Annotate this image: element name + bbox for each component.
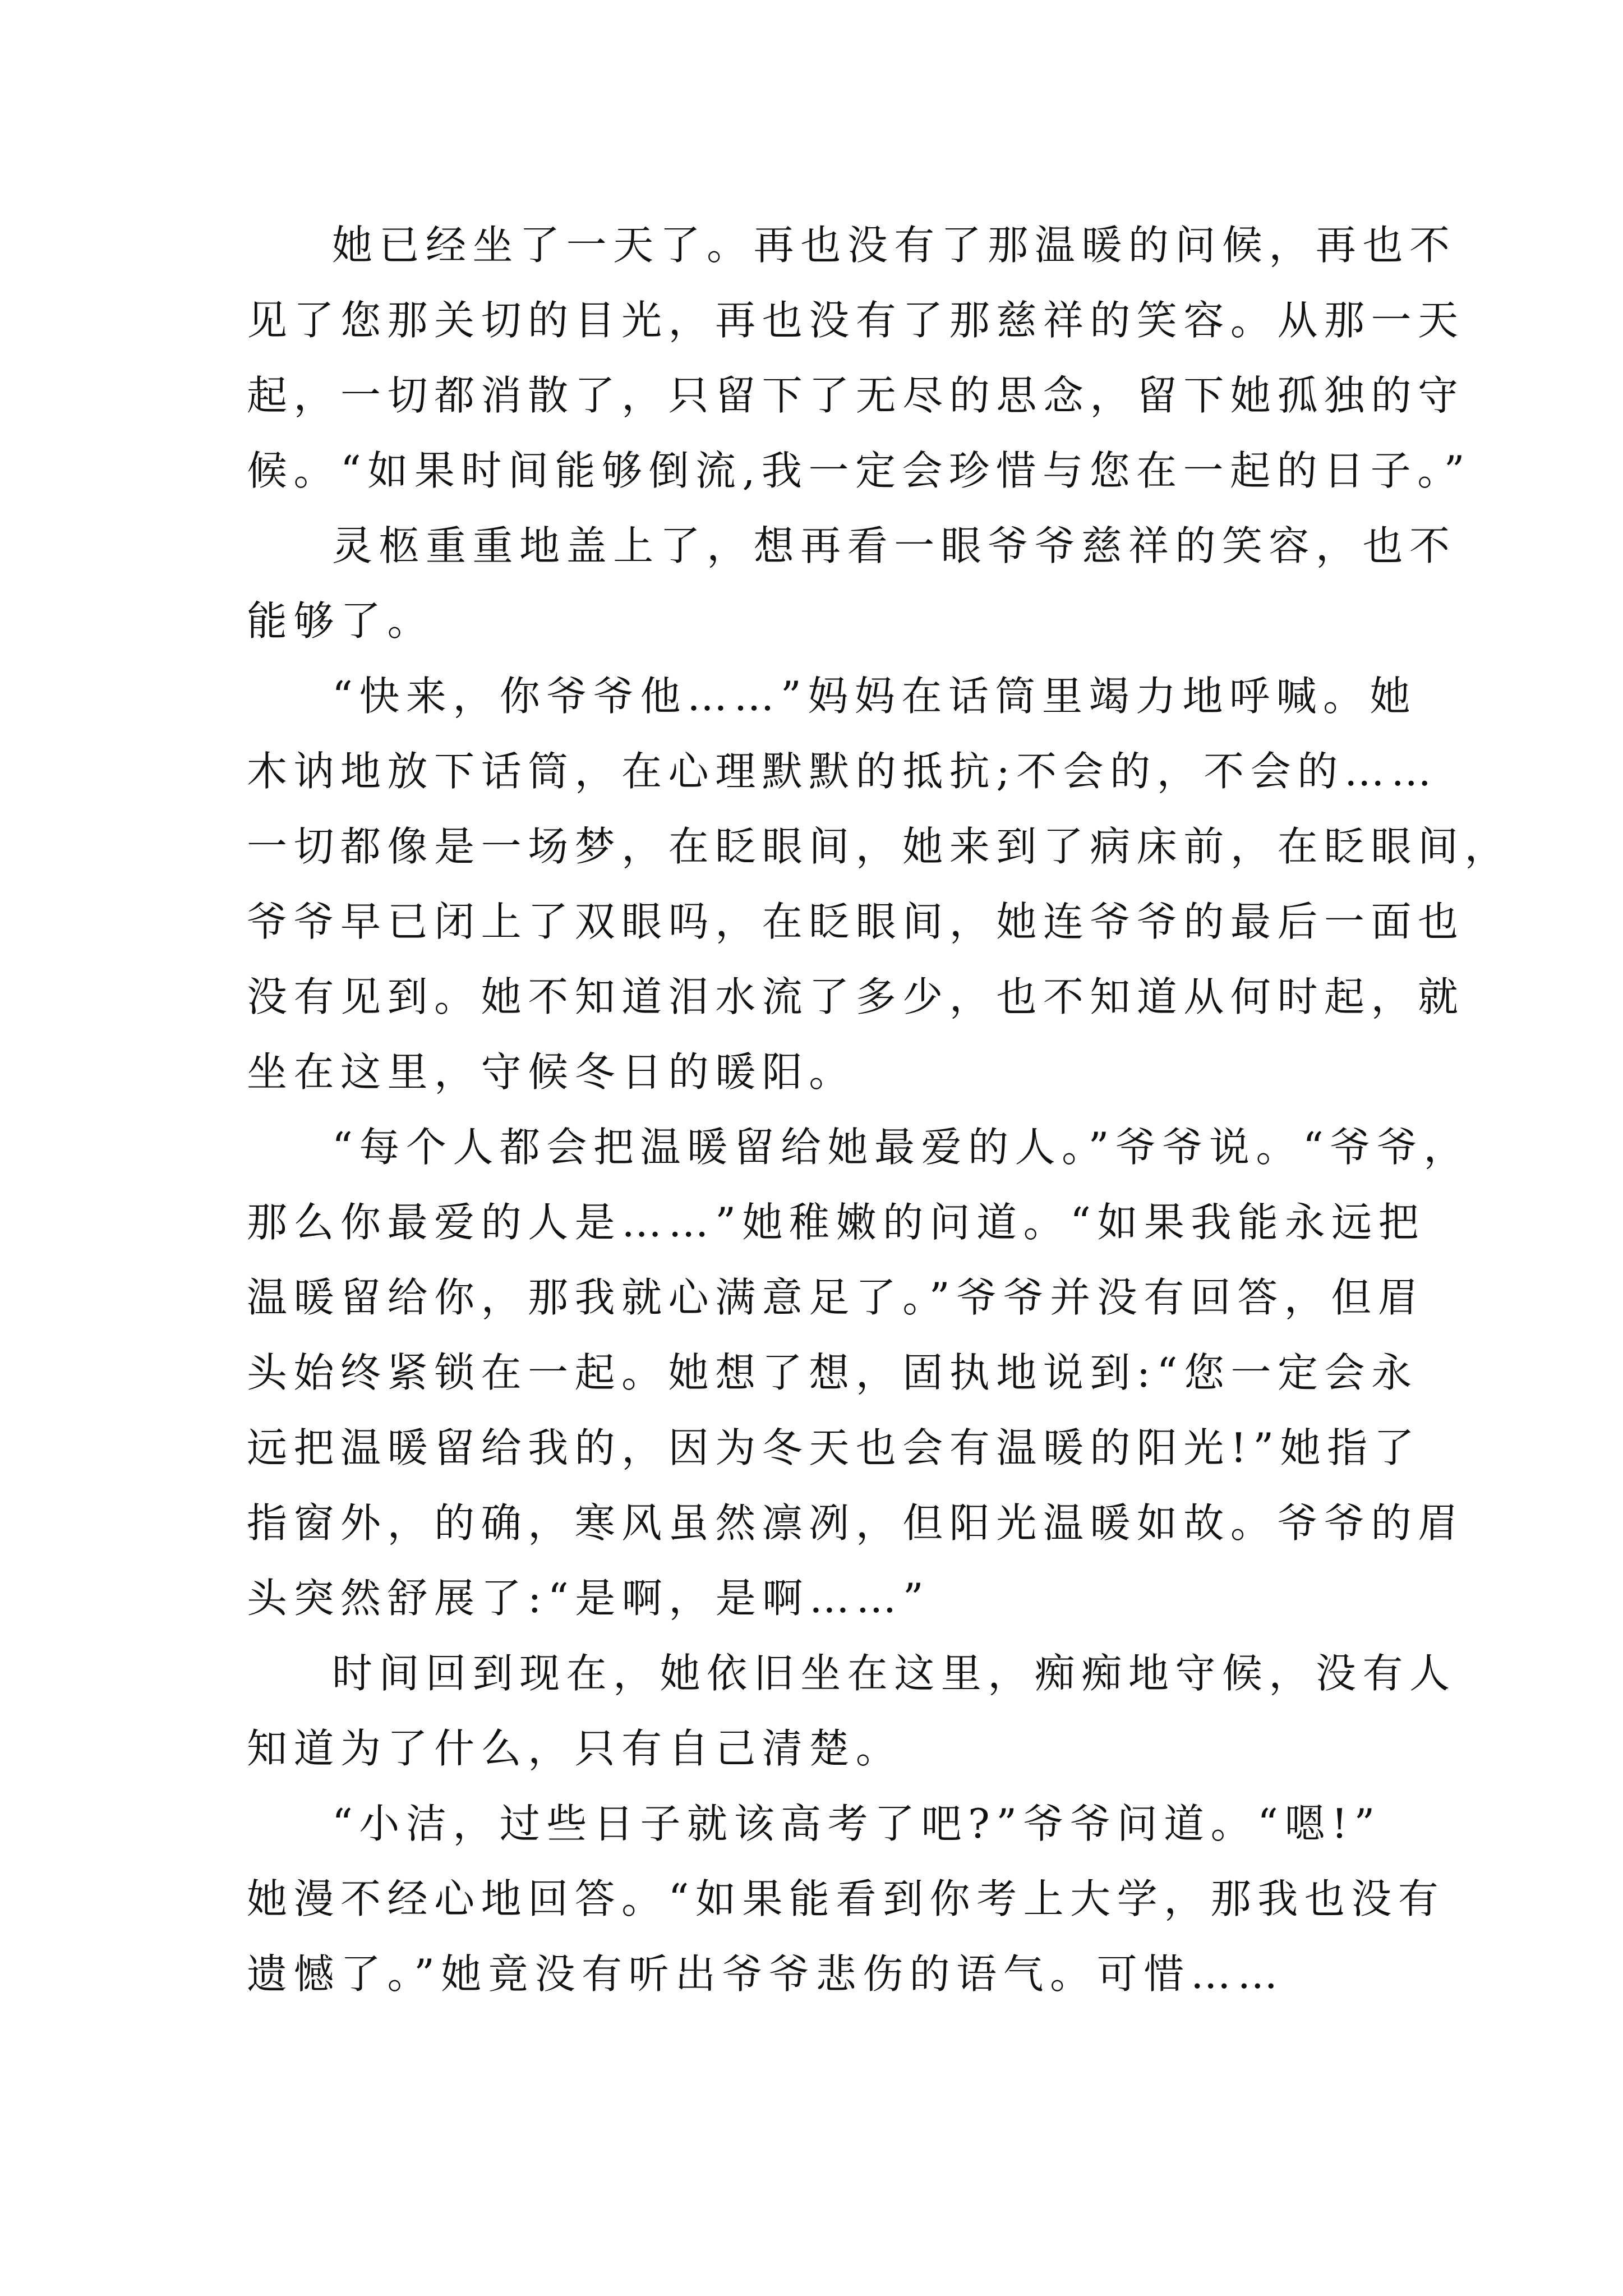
- text-line: “每个人都会把温暖留给她最爱的人。”爷爷说。“爷爷，: [332, 1124, 1470, 1171]
- text-line: “快来，你爷爷他……”妈妈在话筒里竭力地呼喊。她: [332, 673, 1417, 720]
- text-line: 起，一切都消散了，只留下了无尽的思念，留下她孤独的守: [247, 372, 1465, 419]
- text-line: 她已经坐了一天了。再也没有了那温暖的问候，再也不: [332, 222, 1456, 269]
- text-line: 没有见到。她不知道泪水流了多少，也不知道从何时起，就: [247, 973, 1465, 1020]
- text-line: 她漫不经心地回答。“如果能看到你考上大学，那我也没有: [247, 1875, 1445, 1922]
- text-line: 木讷地放下话筒，在心理默默的抵抗;不会的，不会的……: [247, 748, 1438, 795]
- text-line: “小洁，过些日子就该高考了吧?”爷爷问道。“嗯!”: [332, 1800, 1381, 1847]
- text-line: 灵柩重重地盖上了，想再看一眼爷爷慈祥的笑容，也不: [332, 522, 1456, 569]
- text-line: 头突然舒展了:“是啊，是啊……”: [247, 1575, 930, 1622]
- text-line: 时间回到现在，她依旧坐在这里，痴痴地守候，没有人: [332, 1650, 1456, 1697]
- text-line: 知道为了什么，只有自己清楚。: [247, 1725, 903, 1772]
- text-line: 头始终紧锁在一起。她想了想，固执地说到:“您一定会永: [247, 1349, 1418, 1396]
- text-line: 那么你最爱的人是……”她稚嫩的问道。“如果我能永远把: [247, 1199, 1426, 1246]
- text-line: 爷爷早已闭上了双眼吗，在眨眼间，她连爷爷的最后一面也: [247, 898, 1465, 945]
- text-line: 见了您那关切的目光，再也没有了那慈祥的笑容。从那一天: [247, 297, 1465, 344]
- text-line: 候。“如果时间能够倒流,我一定会珍惜与您在一起的日子。”: [247, 447, 1472, 494]
- text-line: 温暖留给你，那我就心满意足了。”爷爷并没有回答，但眉: [247, 1274, 1425, 1321]
- text-line: 指窗外，的确，寒风虽然凛冽，但阳光温暖如故。爷爷的眉: [247, 1499, 1465, 1547]
- text-line: 一切都像是一场梦，在眨眼间，她来到了病床前，在眨眼间，: [247, 823, 1512, 870]
- text-line: 能够了。: [247, 597, 435, 645]
- text-line: 坐在这里，守候冬日的暖阳。: [247, 1048, 856, 1096]
- text-line: 远把温暖留给我的，因为冬天也会有温暖的阳光!”她指了: [247, 1424, 1421, 1471]
- text-line: 遗憾了。”她竟没有听出爷爷悲伤的语气。可惜……: [247, 1950, 1284, 1998]
